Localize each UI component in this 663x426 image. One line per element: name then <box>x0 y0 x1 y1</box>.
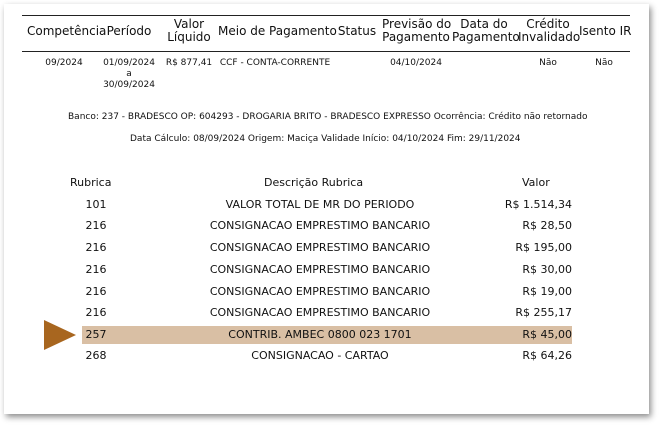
cell-isento-ir: Não <box>595 58 613 68</box>
rubrica-row <box>82 304 572 322</box>
rubrica-row <box>82 261 572 279</box>
rubrica-value: R$ 255,17 <box>515 306 572 319</box>
cell-valor-liquido: R$ 877,41 <box>165 58 213 68</box>
rubrica-row <box>82 196 572 214</box>
header-credito-invalidado: Crédito Invalidado <box>518 17 581 44</box>
rubrica-description: CONSIGNACAO EMPRESTIMO BANCARIO <box>209 219 431 232</box>
rubrica-row <box>82 347 572 365</box>
arrow-right-icon <box>44 320 76 350</box>
rubrica-code: 216 <box>85 306 107 319</box>
cell-credito-invalidado: Não <box>539 58 557 68</box>
rubrica-description: CONSIGNACAO EMPRESTIMO BANCARIO <box>209 306 431 319</box>
header-meio-pagamento: Meio de Pagamento <box>218 24 337 38</box>
rubrica-value: R$ 30,00 <box>522 263 572 276</box>
rubrica-value: R$ 64,26 <box>522 349 572 362</box>
cell-previsao-pagamento: 04/10/2024 <box>390 58 442 68</box>
rubrica-description: CONSIGNACAO EMPRESTIMO BANCARIO <box>209 285 431 298</box>
header-previsao-pagamento: Previsão do Pagamento <box>382 17 452 44</box>
rubrica-description: CONSIGNACAO - CARTAO <box>251 349 389 362</box>
rubrica-row <box>82 239 572 257</box>
rubrica-row <box>82 283 572 301</box>
rubrica-code: 216 <box>85 241 107 254</box>
descricao-header: Descrição Rubrica <box>264 176 364 189</box>
rubrica-row-highlighted <box>82 326 572 344</box>
cell-periodo: 01/09/2024 a 30/09/2024 <box>103 58 155 90</box>
rubrica-description: CONSIGNACAO EMPRESTIMO BANCARIO <box>209 263 431 276</box>
rubrica-code: 268 <box>85 349 107 362</box>
rubrica-code: 257 <box>85 328 107 341</box>
header-status: Status <box>337 24 377 38</box>
rubrica-value: R$ 45,00 <box>522 328 572 341</box>
rubrica-value: R$ 1.514,34 <box>504 198 572 211</box>
rubrica-value: R$ 195,00 <box>515 241 572 254</box>
rubrica-description: VALOR TOTAL DE MR DO PERIODO <box>225 198 415 211</box>
rubrica-row <box>82 217 572 235</box>
table-top-rule <box>22 15 630 16</box>
cell-meio-pagamento: CCF - CONTA-CORRENTE <box>219 58 331 68</box>
rubrica-value: R$ 19,00 <box>522 285 572 298</box>
header-periodo: Período <box>106 24 152 38</box>
rubrica-code: 101 <box>85 198 107 211</box>
rubrica-header: Rubrica <box>70 176 112 189</box>
rubrica-description: CONSIGNACAO EMPRESTIMO BANCARIO <box>209 241 431 254</box>
header-competencia: Competência <box>27 24 107 38</box>
cell-competencia: 09/2024 <box>45 58 83 68</box>
calculation-details: Data Cálculo: 08/09/2024 Origem: Maciça Validade Início: 04/10/2024 Fim: 29/11/2024 <box>130 134 521 144</box>
rubrica-description: CONTRIB. AMBEC 0800 023 1701 <box>228 328 412 341</box>
table-header-rule <box>22 51 630 52</box>
rubrica-code: 216 <box>85 219 107 232</box>
rubrica-code: 216 <box>85 285 107 298</box>
rubrica-value: R$ 28,50 <box>522 219 572 232</box>
bank-details: Banco: 237 - BRADESCO OP: 604293 - DROGARIA BRITO - BRADESCO EXPRESSO Ocorrência: Crédito não retornado <box>68 112 588 122</box>
header-isento-ir: Isento IR <box>579 24 632 38</box>
valor-header: Valor <box>522 176 550 189</box>
header-data-pagamento: Data do Pagamento <box>452 17 520 44</box>
header-valor-liquido: Valor Líquido <box>167 17 211 44</box>
rubrica-code: 216 <box>85 263 107 276</box>
